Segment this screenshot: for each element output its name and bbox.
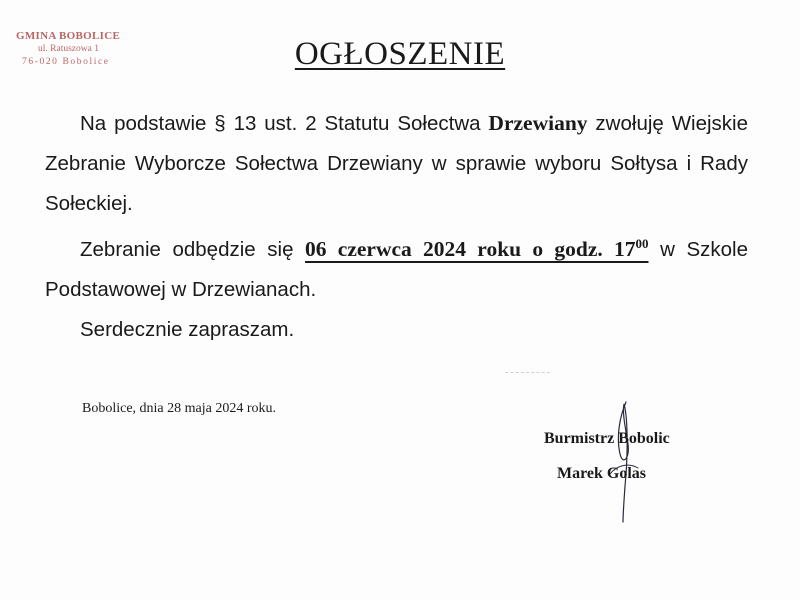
stamp-line-1: GMINA BOBOLICE (16, 30, 121, 42)
paragraph-convocation (45, 103, 748, 224)
paragraph-meeting-date (45, 224, 748, 310)
paragraph-2-before: Zebranie odbędzie się (80, 238, 306, 262)
village-name-bold: Drzewiany (488, 111, 588, 135)
stamp-line-3: 76-020 Bobolice (22, 57, 110, 67)
signatory-title: Burmistrz Bobolic (544, 430, 670, 447)
stamp-line-2: ul. Ratuszowa 1 (38, 44, 99, 54)
paragraph-invitation: Serdecznie zapraszam. (80, 318, 295, 342)
meeting-date-text: 06 czerwca 2024 roku o godz. 17 (305, 237, 636, 262)
announcement-title: OGŁOSZENIE (294, 36, 506, 72)
meeting-date-time (305, 237, 648, 261)
handwritten-signature (598, 396, 648, 524)
announcement-title-wrapper (0, 36, 800, 73)
faint-divider (505, 372, 550, 373)
paragraph-2-after: w Szkole Podstawowej w Drzewianach. (45, 238, 748, 302)
paragraph-1-before: Na podstawie § 13 ust. 2 Statutu Sołectwa (80, 112, 489, 135)
place-and-date: Bobolice, dnia 28 maja 2024 roku. (82, 401, 277, 416)
signatory-name: Marek Golas (557, 465, 647, 482)
meeting-time-minutes: 00 (635, 236, 649, 251)
paragraph-1-after: zwołuję Wiejskie Zebranie Wyborcze Sołectwa Drzewiany w sprawie wyboru Sołtysa i Rady Sołeckiej. (45, 112, 749, 215)
announcement-body (45, 103, 748, 350)
